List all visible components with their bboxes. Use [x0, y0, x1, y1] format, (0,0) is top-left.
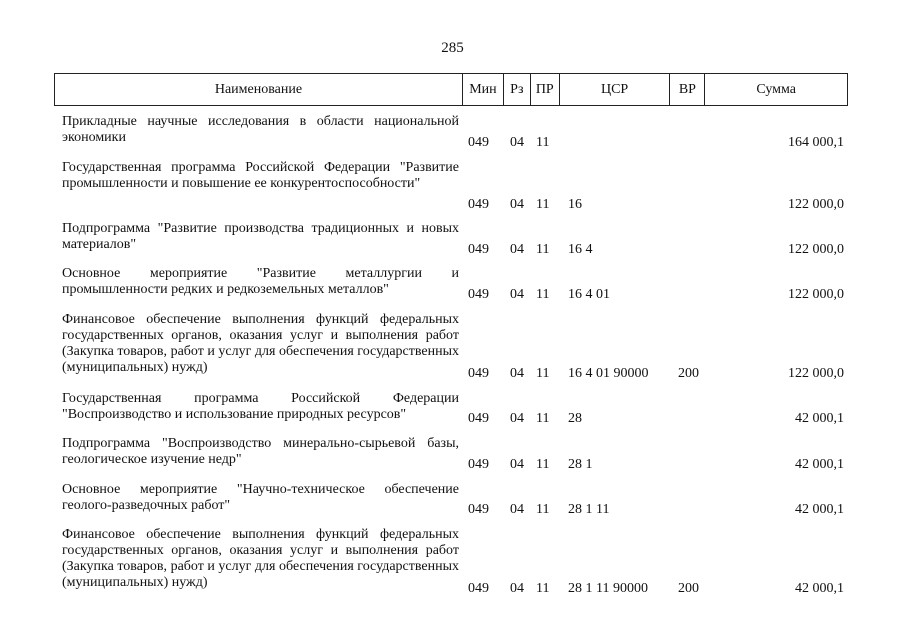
column-header-rz: Рз [504, 74, 531, 105]
column-header-pr: ПР [531, 74, 560, 105]
cell-csr: 16 4 01 [568, 287, 610, 302]
cell-sum: 42 000,1 [795, 457, 844, 472]
cell-min: 049 [468, 411, 489, 426]
row-name: Финансовое обеспечение выполнения функций федеральных государственных органов, оказания услуг и выполнения работ (Закупка товаров, работ и услуг для обеспечения государственных (муниципальных) нужд) [62, 312, 459, 375]
row-name: Основное мероприятие "Развитие металлургии и промышленности редких и редкоземельных металлов" [62, 266, 459, 297]
cell-pr: 11 [536, 242, 550, 257]
column-header-min: Мин [463, 74, 504, 105]
cell-rz: 04 [510, 457, 524, 472]
cell-pr: 11 [536, 287, 550, 302]
column-header-sum: Сумма [756, 81, 796, 97]
table-row [54, 258, 848, 303]
row-name: Подпрограмма "Развитие производства традиционных и новых материалов" [62, 221, 459, 252]
cell-min: 049 [468, 287, 489, 302]
cell-min: 049 [468, 197, 489, 212]
cell-rz: 04 [510, 135, 524, 150]
column-header-csr: ЦСР [560, 74, 671, 105]
column-header-name: Наименование [55, 74, 463, 105]
cell-rz: 04 [510, 581, 524, 596]
table-body [54, 106, 848, 597]
table-row [54, 518, 848, 597]
page-number: 285 [441, 40, 464, 56]
row-name: Прикладные научные исследования в области национальной экономики [62, 114, 459, 145]
cell-vr: 200 [678, 366, 699, 381]
cell-sum: 122 000,0 [788, 366, 844, 381]
cell-csr: 16 4 01 90000 [568, 366, 649, 381]
cell-sum: 122 000,0 [788, 242, 844, 257]
cell-min: 049 [468, 457, 489, 472]
cell-csr: 16 4 [568, 242, 593, 257]
cell-pr: 11 [536, 197, 550, 212]
cell-sum: 122 000,0 [788, 287, 844, 302]
cell-min: 049 [468, 135, 489, 150]
row-name: Государственная программа Российской Федерации "Развитие промышленности и повышение ее конкурентоспособности" [62, 160, 459, 191]
cell-rz: 04 [510, 242, 524, 257]
row-name: Государственная программа Российской Федерации "Воспроизводство и использование природных ресурсов" [62, 391, 459, 422]
cell-min: 049 [468, 366, 489, 381]
cell-sum: 164 000,1 [788, 135, 844, 150]
cell-rz: 04 [510, 502, 524, 517]
table-row [54, 106, 848, 151]
cell-pr: 11 [536, 366, 550, 381]
cell-sum: 122 000,0 [788, 197, 844, 212]
cell-pr: 11 [536, 502, 550, 517]
table-row [54, 303, 848, 382]
cell-csr: 28 1 11 90000 [568, 581, 648, 596]
cell-pr: 11 [536, 411, 550, 426]
cell-min: 049 [468, 581, 489, 596]
cell-pr: 11 [536, 581, 550, 596]
cell-pr: 11 [536, 135, 550, 150]
cell-rz: 04 [510, 287, 524, 302]
row-name: Подпрограмма "Воспроизводство минерально-сырьевой базы, геологическое изучение недр" [62, 436, 459, 467]
cell-min: 049 [468, 242, 489, 257]
cell-csr: 28 1 [568, 457, 593, 472]
table-row [54, 427, 848, 473]
row-name: Основное мероприятие "Научно-техническое обеспечение геолого-разведочных работ" [62, 482, 459, 513]
table-row [54, 151, 848, 213]
column-header-vr: ВР [670, 74, 705, 105]
cell-rz: 04 [510, 197, 524, 212]
cell-pr: 11 [536, 457, 550, 472]
table-row [54, 473, 848, 518]
cell-vr: 200 [678, 581, 699, 596]
table-row [54, 213, 848, 258]
table-row [54, 382, 848, 427]
cell-rz: 04 [510, 366, 524, 381]
cell-min: 049 [468, 502, 489, 517]
table-header [54, 73, 848, 106]
cell-rz: 04 [510, 411, 524, 426]
cell-csr: 28 [568, 411, 582, 426]
cell-csr: 16 [568, 197, 582, 212]
cell-csr: 28 1 11 [568, 502, 610, 517]
cell-sum: 42 000,1 [795, 502, 844, 517]
cell-sum: 42 000,1 [795, 581, 844, 596]
row-name: Финансовое обеспечение выполнения функций федеральных государственных органов, оказания услуг и выполнения работ (Закупка товаров, работ и услуг для обеспечения государственных (муниципальных) нужд) [62, 527, 459, 590]
cell-sum: 42 000,1 [795, 411, 844, 426]
